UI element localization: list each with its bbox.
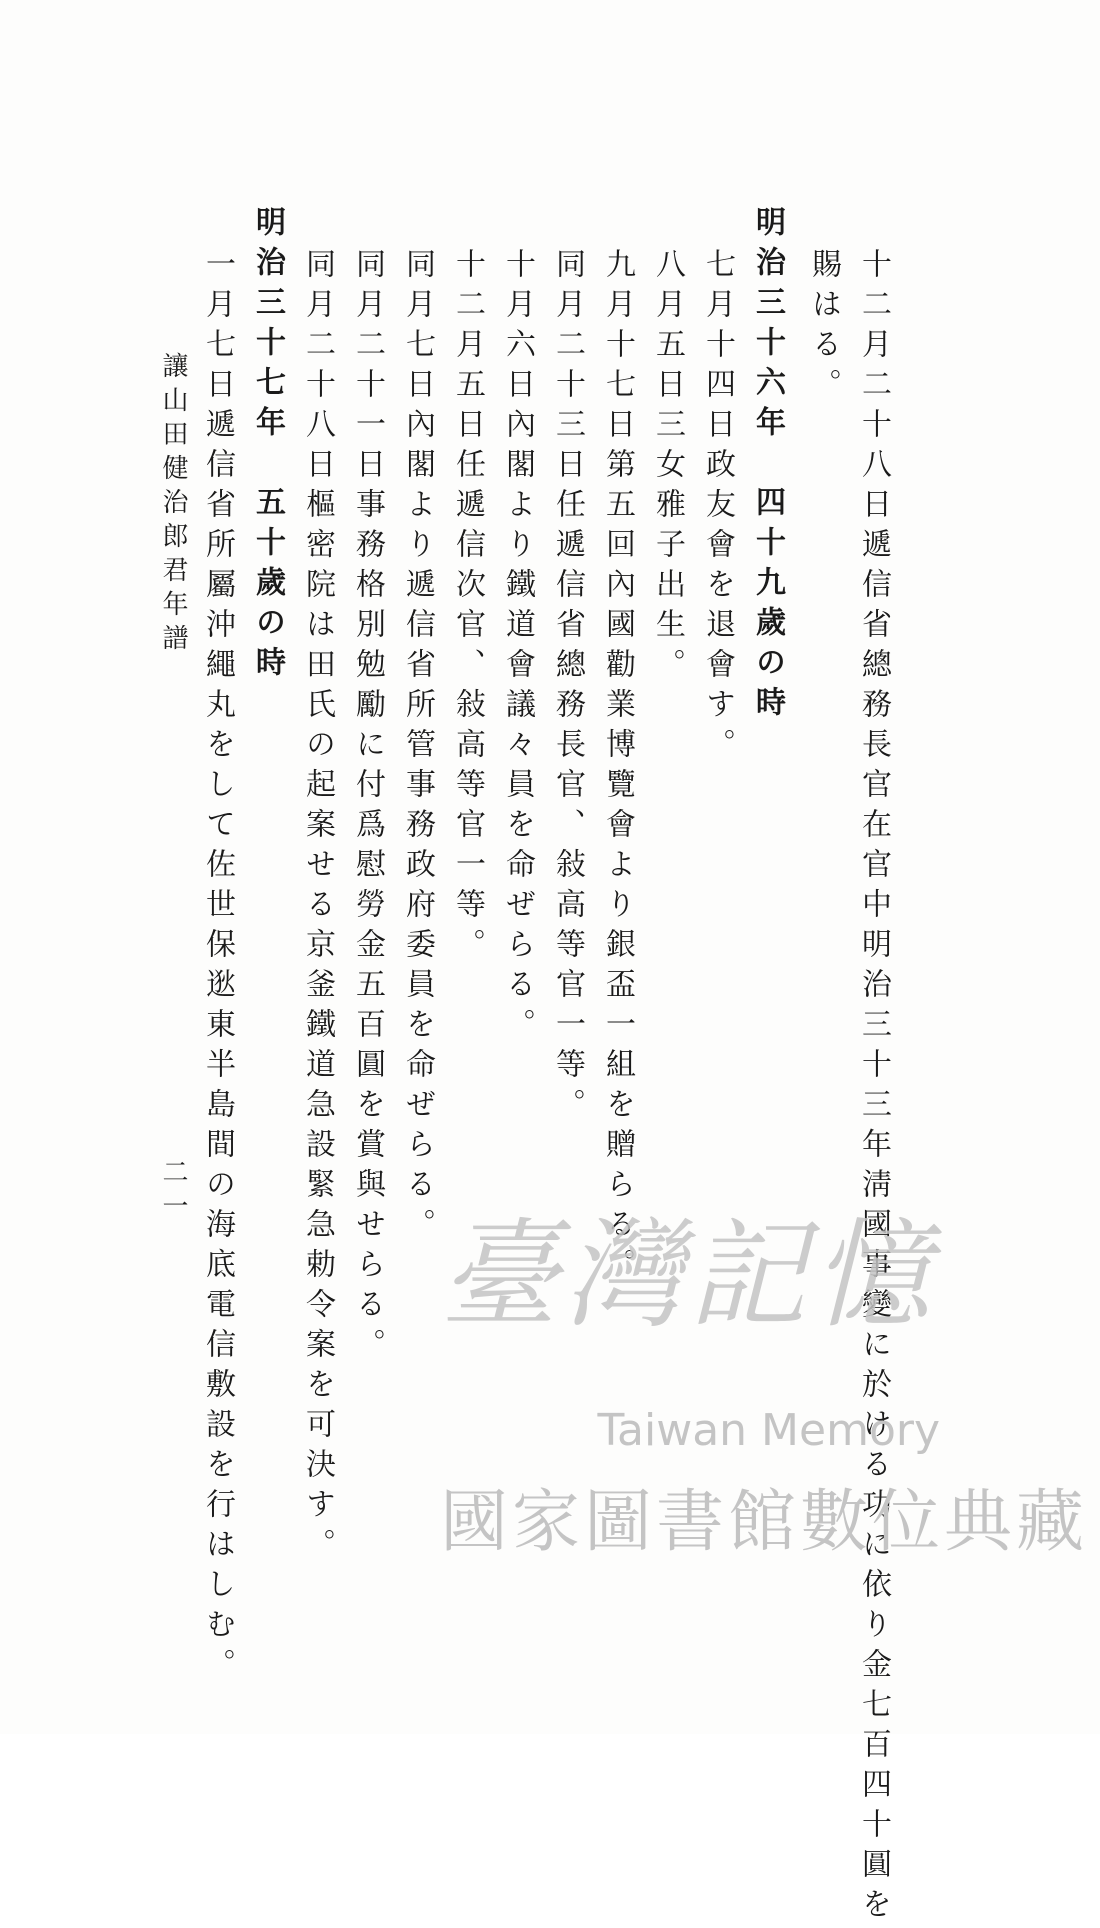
watermark-chinese: 國家圖書館數位典藏 bbox=[440, 1483, 1089, 1562]
text-line-8: 十二月五日任遞信次官、敍高等官一等。 bbox=[450, 248, 485, 968]
watermark-english: Taiwan Memory bbox=[597, 1405, 940, 1456]
text-line-5: 九月十七日第五回內國勸業博覽會より銀盃一組を贈らる。 bbox=[600, 248, 635, 1288]
text-line-7: 十月六日內閣より鐵道會議々員を命ぜらる。 bbox=[500, 248, 535, 1048]
text-line-1: 十二月二十八日遞信省總務長官在官中明治三十三年淸國事變に於ける功に依り金七百四十圓を bbox=[856, 248, 891, 1928]
watermark-logo-mark: 臺灣記憶 bbox=[440, 1206, 937, 1344]
text-line-10: 同月二十一日事務格別勉勵に付爲慰勞金五百圓を賞與せらる。 bbox=[350, 248, 385, 1368]
year-heading-1904-year: 明治三十七年 bbox=[250, 206, 285, 446]
year-heading-1904-age: 五十歲の時 bbox=[250, 486, 285, 686]
year-heading-1903 bbox=[750, 206, 785, 726]
text-line-9: 同月七日內閣より遞信省所管事務政府委員を命ぜらる。 bbox=[400, 248, 435, 1248]
year-heading-1903-year: 明治三十六年 bbox=[750, 206, 785, 446]
page-number: 二一 bbox=[158, 1158, 188, 1226]
text-line-2: 賜はる。 bbox=[806, 248, 841, 408]
running-header: 讓山田健治郎君年譜 bbox=[158, 352, 188, 658]
text-line-6: 同月二十三日任遞信省總務長官、敍高等官一等。 bbox=[550, 248, 585, 1128]
text-line-11: 同月二十八日樞密院は田氏の起案せる京釜鐵道急設緊急勅令案を可決す。 bbox=[300, 248, 335, 1568]
text-line-3: 七月十四日政友會を退會す。 bbox=[700, 248, 735, 768]
watermark bbox=[440, 1180, 1089, 1620]
year-heading-1903-age: 四十九歲の時 bbox=[750, 486, 785, 726]
text-line-4: 八月五日三女雅子出生。 bbox=[650, 248, 685, 688]
year-heading-1904 bbox=[250, 206, 285, 686]
text-line-12: 一月七日遞信省所屬沖繩丸をして佐世保逖東半島間の海底電信敷設を行はしむ。 bbox=[200, 248, 235, 1688]
